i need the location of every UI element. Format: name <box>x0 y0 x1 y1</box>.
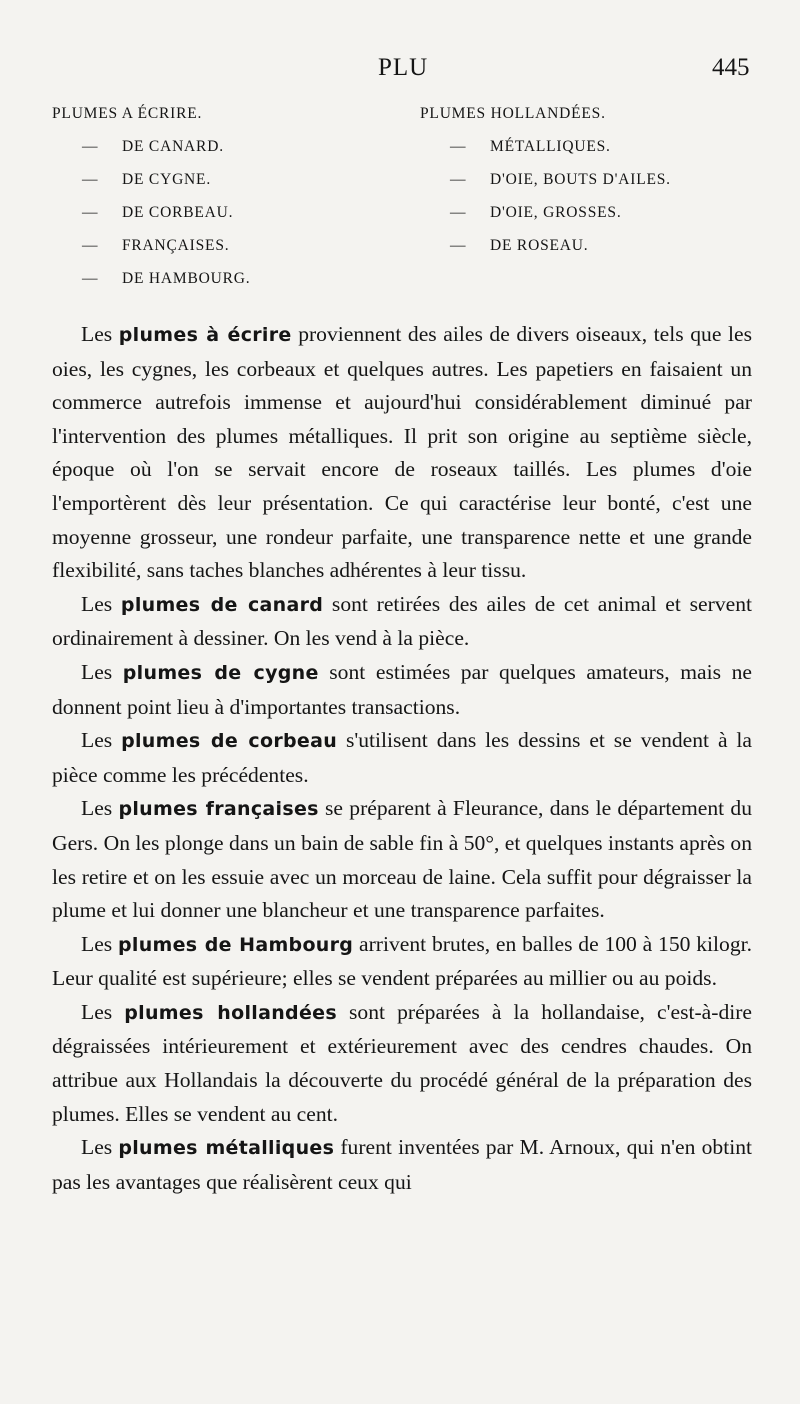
ditto-dash: — <box>450 204 467 221</box>
index-row <box>52 234 772 267</box>
index-row <box>52 102 772 135</box>
index-entry-left: PLUMES A ÉCRIRE. <box>52 105 203 122</box>
index-entry-right: — MÉTALLIQUES. <box>420 135 611 159</box>
index-row <box>52 135 772 168</box>
paragraph-plumes-francaises: Les plumes françaises se préparent à Fleurance, dans le département du Gers. On les plonge dans un bain de sable fin à 50°, et quelques instants après on les retire et on les essuie avec un morceau de laine. Cela suffit pour dégraisser la plume et lui donner une blancheur et une transparence parfaites. <box>52 796 753 923</box>
index-entry-right: — DE ROSEAU. <box>420 234 588 258</box>
index-entry-right: — D'OIE, BOUTS D'AILES. <box>420 168 671 192</box>
entry-term: plumes métalliques <box>118 1137 335 1160</box>
body-text <box>52 318 752 1199</box>
ditto-dash: — <box>82 204 99 221</box>
paragraph-plumes-metalliques: Les plumes métalliques furent inventées par M. Arnoux, qui n'en obtint pas les avantages que réalisèrent ceux qui <box>52 1135 752 1194</box>
paragraph-plumes-de-corbeau: Les plumes de corbeau s'utilisent dans les dessins et se vendent à la pièce comme les précédentes. <box>52 728 752 787</box>
index-entry-right: — D'OIE, GROSSES. <box>420 201 622 225</box>
paragraph-plumes-hollandees: Les plumes hollandées sont préparées à la hollandaise, c'est-à-dire dégraissées intérieurement et extérieurement avec des cendres chaudes. On attribue aux Hollandais la découverte du procédé général de la préparation des plumes. Elles se vendent au cent. <box>52 999 753 1126</box>
page-number: 445 <box>712 54 750 81</box>
paragraph-plumes-a-ecrire: Les plumes à écrire proviennent des ailes de divers oiseaux, tels que les oies, les cygnes, les corbeaux et quelques autres. Les papetiers en faisaient un commerce autrefois immense et aujourd'hui considérablement diminué par l'intervention des plumes métalliques. Il prit son origine au septième siècle, époque où l'on se servait encore de roseaux taillés. Les plumes d'oie l'emportèrent dès leur présentation. Ce qui caractérise leur bonté, c'est une moyenne grosseur, une rondeur parfaite, une transparence nette et une grande flexibilité, sans taches blanches adhérentes à leur tissu. <box>52 322 752 583</box>
index-row <box>52 168 772 201</box>
running-title: PLU <box>378 54 429 81</box>
index-entry-left: — DE CANARD. <box>52 135 224 159</box>
ditto-dash: — <box>82 237 99 254</box>
paragraph-plumes-de-canard: Les plumes de canard sont retirées des ailes de cet animal et servent ordinairement à dessiner. On les vend à la pièce. <box>52 591 752 651</box>
entry-term: plumes de cygne <box>122 661 319 684</box>
entry-term: plumes françaises <box>118 798 319 821</box>
entry-index <box>52 102 772 300</box>
index-entry-right: PLUMES HOLLANDÉES. <box>420 105 606 122</box>
ditto-dash: — <box>450 171 467 188</box>
paragraph-plumes-de-hambourg: Les plumes de Hambourg arrivent brutes, en balles de 100 à 150 kilogr. Leur qualité est supérieure; elles se vendent préparées au millier ou au poids. <box>52 931 753 991</box>
index-entry-left: — DE CORBEAU. <box>52 201 233 225</box>
entry-term: plumes de corbeau <box>121 730 338 753</box>
index-entry-left: — DE HAMBOURG. <box>52 267 250 291</box>
paragraph-plumes-de-cygne: Les plumes de cygne sont estimées par quelques amateurs, mais ne donnent point lieu à d'importantes transactions. <box>52 659 753 719</box>
entry-term: plumes à écrire <box>118 324 292 346</box>
entry-term: plumes de Hambourg <box>117 933 354 956</box>
index-row <box>52 201 772 234</box>
entry-term: plumes de canard <box>120 593 324 616</box>
ditto-dash: — <box>450 138 467 155</box>
index-entry-left: — DE CYGNE. <box>52 168 211 192</box>
ditto-dash: — <box>82 138 99 155</box>
ditto-dash: — <box>82 171 99 188</box>
index-entry-left: — FRANÇAISES. <box>52 234 229 258</box>
entry-term: plumes hollandées <box>124 1001 337 1024</box>
running-header <box>0 54 800 88</box>
index-row <box>52 267 772 300</box>
ditto-dash: — <box>450 237 467 254</box>
ditto-dash: — <box>82 270 99 287</box>
